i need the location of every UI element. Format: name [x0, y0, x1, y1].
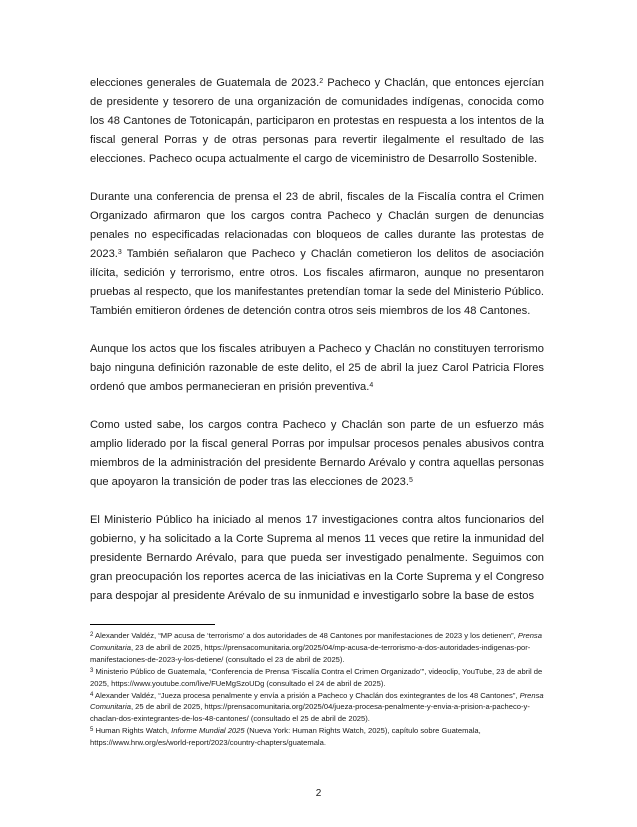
footnotes — [90, 630, 550, 749]
footnote-ref-3[interactable]: 3 — [117, 249, 122, 256]
paragraph-1: elecciones generales de Guatemala de 2023.$^2$ Pacheco y Chaclán, que entonces ejercían de presidente y tesorero de una organización de comunidades indígenas, conocida como los 48 Cantones de Totonicapán, participaron en protestas en respuesta a los intentos de la fiscal general Porras y de otras personas para revertir ilegalmente el resultado de las elecciones. Pacheco ocupa actualmente el cargo de viceministro de Desarrollo Sostenible. — [90, 77, 544, 165]
footnote-4: $^4$ Alexander Valdéz, “Jueza procesa penalmente y envía a prisión a Pacheco y Chaclán dos exintegrantes de los 48 Cantones”, Prensa Comunitaria, 25 de abril de 2025, https://prensacomunitaria.org/2025/04/jueza-procesa-penalmente-y-envia-a-prision-a-pacheco-y-chaclan-dos-exintegrantes-de-los-48-cantones/ (consultado el 25 de abril de 2025). — [90, 690, 544, 724]
footnote-ref-4[interactable]: 4 — [369, 382, 374, 389]
paragraph-3: Aunque los actos que los fiscales atribuyen a Pacheco y Chaclán no constituyen terrorismo bajo ninguna definición razonable de este delito, el 25 de abril la juez Carol Patricia Flores ordenó que ambos permanecieran en prisión preventiva.$^4$ — [90, 343, 544, 393]
footnote-separator — [90, 624, 215, 625]
page-number: 2 — [315, 788, 322, 799]
paragraph-5: El Ministerio Público ha iniciado al menos 17 investigaciones contra altos funcionarios del gobierno, y ha solicitado a la Corte Suprema al menos 11 veces que retire la inmunidad del presidente Bernardo Arévalo, para que pueda ser investigado penalmente. Seguimos con gran preocupación los reportes acerca de las iniciativas en la Corte Suprema y el Congreso para despojar al presidente Arévalo de su inmunidad e investigarlo sobre la base de estos — [90, 514, 544, 602]
paragraph-2: Durante una conferencia de prensa el 23 de abril, fiscales de la Fiscalía contra el Crimen Organizado afirmaron que los cargos contra Pacheco y Chaclán surgen de denuncias penales no especificadas relacionadas con bloqueos de calles durante las protestas de 2023.$^3$ También señalaron que Pacheco y Chaclán cometieron los delitos de asociación ilícita, sedición y terrorismo, entre otros. Los fiscales afirmaron, aunque no presentaron pruebas al respecto, que los manifestantes pretendían tomar la sede del Ministerio Público. También emitieron órdenes de detención contra otros seis miembros de los 48 Cantones. — [90, 191, 544, 317]
footnote-3: $^3$ Ministerio Público de Guatemala, “Conferencia de Prensa ‘Fiscalía Contra el Crimen Organizado’”, videoclip, YouTube, 23 de abril de 2025, https://www.youtube.com/live/FUeMgSzoUDg (consultado el 24 de abril de 2025). — [90, 666, 543, 688]
footnote-ref-5[interactable]: 5 — [408, 477, 413, 484]
footnote-5: $^5$ Human Rights Watch, Informe Mundial 2025 (Nueva York: Human Rights Watch, 2025), capítulo sobre Guatemala, https://www.hrw.org/es/world-report/2023/country-chapters/guatemala. — [90, 726, 481, 748]
paragraph-4: Como usted sabe, los cargos contra Pacheco y Chaclán son parte de un esfuerzo más amplio liderado por la fiscal general Porras por impulsar procesos penales abusivos contra miembros de la administración del presidente Bernardo Arévalo y contra aquellas personas que apoyaron la transición de poder tras las elecciones de 2023.$^5$ — [90, 419, 544, 488]
footnote-ref-2[interactable]: 2 — [319, 78, 324, 85]
footnote-2: $^2$ Alexander Valdéz, “MP acusa de ‘terrorismo’ a dos autoridades de 48 Cantones por manifestaciones de 2023 y los detienen”, Prensa Comunitaria, 23 de abril de 2025, https://prensacomunitaria.org/2025/04/mp-acusa-de-terrorismo-a-dos-autoridades-indigenas-por-manifestaciones-de-2023-y-los-detiene/ (consultado el 23 de abril de 2025). — [90, 631, 542, 664]
